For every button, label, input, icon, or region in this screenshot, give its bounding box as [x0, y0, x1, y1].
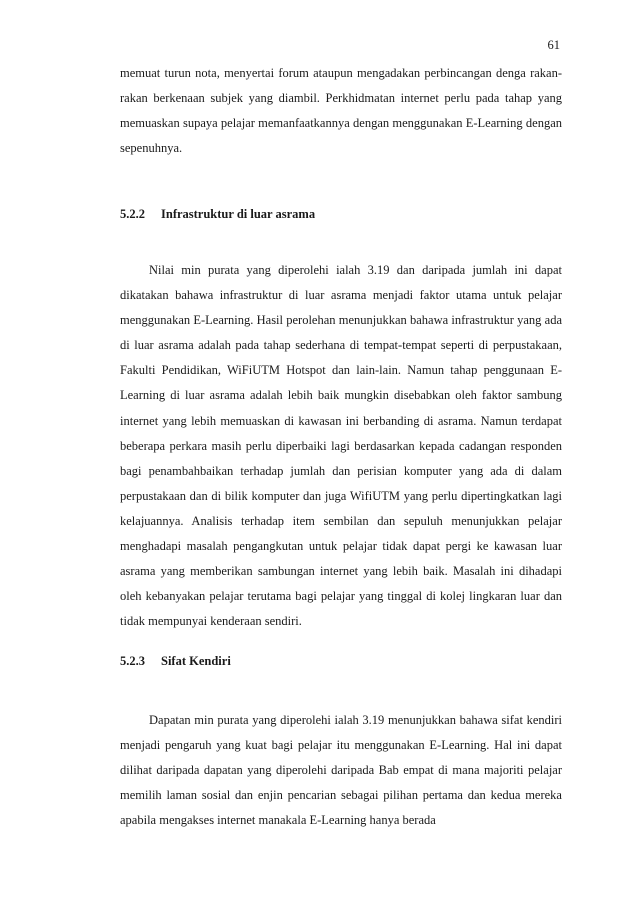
paragraph-infrastructure: Nilai min purata yang diperolehi ialah 3.19 dan daripada jumlah ini dapat dikatakan bahawa infrastruktur di luar asrama menjadi faktor utama untuk pelajar menggunakan E-Learning. Hasil perolehan menunjukkan bahawa infrastruktur yang ada di luar asrama adalah pada tahap sederhana di tempat-tempat seperti di perpustakaan, Fakulti Pendidikan, WiFiUTM Hotspot dan lain-lain. Namun tahap penggunaan E-Learning di luar asrama adalah lebih baik mungkin disebabkan oleh faktor sambung internet yang lebih memuaskan di kawasan ini berbanding di asrama. Namun terdapat beberapa perkara masih perlu diperbaiki lagi berdasarkan kepada cadangan responden bagi penambahbaikan terhadap jumlah dan perisian komputer yang ada di dalam perpustakaan dan di bilik komputer dan juga WifiUTM yang perlu dipertingkatkan lagi kelajuannya. Analisis terhadap item sembilan dan sepuluh menunjukkan pelajar menghadapi masalah pengangkutan untuk pelajar tidak dapat pergi ke kawasan luar asrama yang memberikan sambungan internet yang lebih baik. Masalah ini dihadapi oleh kebanyakan pelajar terutama bagi pelajar yang tinggal di kolej lingkaran luar dan tidak mempunyai kenderaan sendiri. — [120, 263, 562, 629]
section-number: 5.2.2 — [120, 207, 145, 221]
section-title: Sifat Kendiri — [161, 654, 231, 668]
section-heading-5-2-2 — [120, 207, 315, 222]
paragraph-sifat-kendiri: Dapatan min purata yang diperolehi ialah 3.19 menunjukkan bahawa sifat kendiri menjadi pengaruh yang kuat bagi pelajar itu menggunakan E-Learning. Hal ini dapat dilihat daripada dapatan yang diperolehi daripada Bab empat di mana majoriti pelajar memilih laman sosial dan enjin pencarian sebagai pilihan pertama dan kedua mereka apabila mengakses internet manakala E-Learning hanya berada — [120, 713, 562, 828]
paragraph-intro: memuat turun nota, menyertai forum ataupun mengadakan perbincangan denga rakan-rakan berkenaan subjek yang diambil. Perkhidmatan internet perlu pada tahap yang memuaskan supaya pelajar memanfaatkannya dengan menggunakan E-Learning dengan sepenuhnya. — [120, 66, 562, 156]
section-title: Infrastruktur di luar asrama — [161, 207, 316, 221]
section-number: 5.2.3 — [120, 654, 145, 668]
section-heading-5-2-3 — [120, 654, 231, 669]
page-number: 61 — [547, 38, 560, 52]
